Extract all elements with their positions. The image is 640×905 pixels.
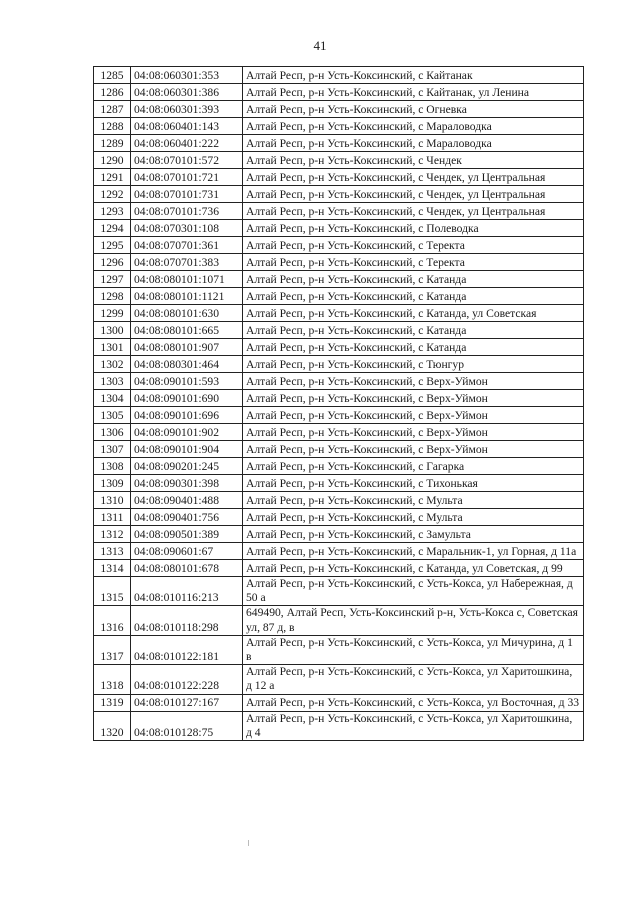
address: Алтай Респ, р-н Усть-Коксинский, с Катанда: [243, 339, 584, 356]
table-row: [94, 526, 584, 543]
cadastral-number: 04:08:070101:572: [131, 152, 243, 169]
row-number: 1310: [94, 492, 131, 509]
row-number: 1316: [94, 606, 131, 635]
row-number: 1312: [94, 526, 131, 543]
cadastral-number: 04:08:080101:630: [131, 305, 243, 322]
table-row: [94, 118, 584, 135]
address: Алтай Респ, р-н Усть-Коксинский, с Чендек, ул Центральная: [243, 203, 584, 220]
cadastral-number: 04:08:090301:398: [131, 475, 243, 492]
table-body: [94, 67, 584, 741]
row-number: 1292: [94, 186, 131, 203]
address: Алтай Респ, р-н Усть-Коксинский, с Катанда: [243, 271, 584, 288]
row-number: 1297: [94, 271, 131, 288]
cadastral-number: 04:08:070701:361: [131, 237, 243, 254]
row-number: 1298: [94, 288, 131, 305]
table-row: [94, 271, 584, 288]
address: Алтай Респ, р-н Усть-Коксинский, с Верх-Уймон: [243, 390, 584, 407]
address: Алтай Респ, р-н Усть-Коксинский, с Верх-Уймон: [243, 424, 584, 441]
cadastral-number: 04:08:070101:736: [131, 203, 243, 220]
cadastral-number: 04:08:080101:1121: [131, 288, 243, 305]
table-row: [94, 635, 584, 664]
row-number: 1288: [94, 118, 131, 135]
table-row: [94, 135, 584, 152]
row-number: 1303: [94, 373, 131, 390]
row-number: 1304: [94, 390, 131, 407]
address: Алтай Респ, р-н Усть-Коксинский, с Замульта: [243, 526, 584, 543]
address: Алтай Респ, р-н Усть-Коксинский, с Гагарка: [243, 458, 584, 475]
address: 649490, Алтай Респ, Усть-Коксинский р-н, Усть-Кокса с, Советская ул, 87 д, в: [243, 606, 584, 635]
table-row: [94, 560, 584, 577]
row-number: 1295: [94, 237, 131, 254]
cadastral-number: 04:08:080101:665: [131, 322, 243, 339]
address: Алтай Респ, р-н Усть-Коксинский, с Чендек, ул Центральная: [243, 186, 584, 203]
row-number: 1296: [94, 254, 131, 271]
cadastral-number: 04:08:090101:593: [131, 373, 243, 390]
cadastral-number: 04:08:090101:696: [131, 407, 243, 424]
table-row: [94, 237, 584, 254]
address: Алтай Респ, р-н Усть-Коксинский, с Катанда: [243, 322, 584, 339]
table-row: [94, 577, 584, 606]
table-row: [94, 220, 584, 237]
table-row: [94, 458, 584, 475]
table-row: [94, 288, 584, 305]
address: Алтай Респ, р-н Усть-Коксинский, с Мульта: [243, 492, 584, 509]
cadastral-number: 04:08:090401:756: [131, 509, 243, 526]
row-number: 1317: [94, 635, 131, 664]
table-row: [94, 322, 584, 339]
table-row: [94, 441, 584, 458]
row-number: 1299: [94, 305, 131, 322]
cadastral-number: 04:08:010128:75: [131, 711, 243, 740]
row-number: 1320: [94, 711, 131, 740]
table-row: [94, 373, 584, 390]
address: Алтай Респ, р-н Усть-Коксинский, с Кайтанак: [243, 67, 584, 84]
row-number: 1301: [94, 339, 131, 356]
cadastral-number: 04:08:080101:907: [131, 339, 243, 356]
cadastral-number: 04:08:090601:67: [131, 543, 243, 560]
row-number: 1300: [94, 322, 131, 339]
address: Алтай Респ, р-н Усть-Коксинский, с Усть-Кокса, ул Харитошкина, д 4: [243, 711, 584, 740]
row-number: 1286: [94, 84, 131, 101]
row-number: 1308: [94, 458, 131, 475]
cadastral-number: 04:08:010116:213: [131, 577, 243, 606]
cadastral-number: 04:08:060401:143: [131, 118, 243, 135]
cadastral-number: 04:08:070101:731: [131, 186, 243, 203]
table-row: [94, 711, 584, 740]
cadastral-number: 04:08:010118:298: [131, 606, 243, 635]
address: Алтай Респ, р-н Усть-Коксинский, с Усть-Кокса, ул Мичурина, д 1 в: [243, 635, 584, 664]
cadastral-number: 04:08:090201:245: [131, 458, 243, 475]
row-number: 1293: [94, 203, 131, 220]
cadastral-number: 04:08:070701:383: [131, 254, 243, 271]
address: Алтай Респ, р-н Усть-Коксинский, с Кайтанак, ул Ленина: [243, 84, 584, 101]
row-number: 1311: [94, 509, 131, 526]
cadastral-number: 04:08:090101:904: [131, 441, 243, 458]
row-number: 1315: [94, 577, 131, 606]
table-row: [94, 101, 584, 118]
cadastral-number: 04:08:080301:464: [131, 356, 243, 373]
address: Алтай Респ, р-н Усть-Коксинский, с Тихонькая: [243, 475, 584, 492]
cadastral-number: 04:08:060301:393: [131, 101, 243, 118]
table-row: [94, 665, 584, 694]
table-row: [94, 356, 584, 373]
row-number: 1287: [94, 101, 131, 118]
cadastral-number: 04:08:080101:1071: [131, 271, 243, 288]
address: Алтай Респ, р-н Усть-Коксинский, с Чендек: [243, 152, 584, 169]
table-row: [94, 305, 584, 322]
address: Алтай Респ, р-н Усть-Коксинский, с Теректа: [243, 254, 584, 271]
row-number: 1314: [94, 560, 131, 577]
cadastral-number: 04:08:070301:108: [131, 220, 243, 237]
cadastral-number: 04:08:060301:353: [131, 67, 243, 84]
address: Алтай Респ, р-н Усть-Коксинский, с Усть-Кокса, ул Харитошкина, д 12 а: [243, 665, 584, 694]
table-row: [94, 407, 584, 424]
table-row: [94, 67, 584, 84]
table-row: [94, 694, 584, 711]
address: Алтай Респ, р-н Усть-Коксинский, с Верх-Уймон: [243, 441, 584, 458]
address: Алтай Респ, р-н Усть-Коксинский, с Огневка: [243, 101, 584, 118]
table-row: [94, 186, 584, 203]
address: Алтай Респ, р-н Усть-Коксинский, с Катанда: [243, 288, 584, 305]
row-number: 1285: [94, 67, 131, 84]
address: Алтай Респ, р-н Усть-Коксинский, с Тюнгур: [243, 356, 584, 373]
table-row: [94, 606, 584, 635]
table-row: [94, 390, 584, 407]
address: Алтай Респ, р-н Усть-Коксинский, с Маральник-1, ул Горная, д 11а: [243, 543, 584, 560]
table-row: [94, 543, 584, 560]
address: Алтай Респ, р-н Усть-Коксинский, с Верх-Уймон: [243, 373, 584, 390]
row-number: 1290: [94, 152, 131, 169]
table-row: [94, 509, 584, 526]
cadastral-number: 04:08:010122:228: [131, 665, 243, 694]
table-row: [94, 84, 584, 101]
table-row: [94, 169, 584, 186]
cadastral-number: 04:08:090101:902: [131, 424, 243, 441]
table-row: [94, 152, 584, 169]
address: Алтай Респ, р-н Усть-Коксинский, с Мульта: [243, 509, 584, 526]
cadastral-number: 04:08:090501:389: [131, 526, 243, 543]
row-number: 1302: [94, 356, 131, 373]
page-number: 41: [313, 38, 327, 53]
address: Алтай Респ, р-н Усть-Коксинский, с Катанда, ул Советская, д 99: [243, 560, 584, 577]
property-registry-table: [93, 66, 584, 741]
address: Алтай Респ, р-н Усть-Коксинский, с Чендек, ул Центральная: [243, 169, 584, 186]
address: Алтай Респ, р-н Усть-Коксинский, с Катанда, ул Советская: [243, 305, 584, 322]
row-number: 1309: [94, 475, 131, 492]
cadastral-number: 04:08:080101:678: [131, 560, 243, 577]
address: Алтай Респ, р-н Усть-Коксинский, с Теректа: [243, 237, 584, 254]
address: Алтай Респ, р-н Усть-Коксинский, с Мараловодка: [243, 135, 584, 152]
cadastral-number: 04:08:060401:222: [131, 135, 243, 152]
address: Алтай Респ, р-н Усть-Коксинский, с Мараловодка: [243, 118, 584, 135]
cadastral-number: 04:08:070101:721: [131, 169, 243, 186]
row-number: 1306: [94, 424, 131, 441]
cadastral-number: 04:08:090401:488: [131, 492, 243, 509]
row-number: 1319: [94, 694, 131, 711]
cadastral-number: 04:08:010122:181: [131, 635, 243, 664]
address: Алтай Респ, р-н Усть-Коксинский, с Верх-Уймон: [243, 407, 584, 424]
table-row: [94, 339, 584, 356]
row-number: 1313: [94, 543, 131, 560]
row-number: 1291: [94, 169, 131, 186]
address: Алтай Респ, р-н Усть-Коксинский, с Полеводка: [243, 220, 584, 237]
cadastral-number: 04:08:010127:167: [131, 694, 243, 711]
row-number: 1307: [94, 441, 131, 458]
cadastral-number: 04:08:060301:386: [131, 84, 243, 101]
scan-mark: [248, 840, 249, 846]
table-row: [94, 492, 584, 509]
row-number: 1318: [94, 665, 131, 694]
address: Алтай Респ, р-н Усть-Коксинский, с Усть-Кокса, ул Восточная, д 33: [243, 694, 584, 711]
table-row: [94, 254, 584, 271]
row-number: 1289: [94, 135, 131, 152]
table-row: [94, 475, 584, 492]
table-row: [94, 424, 584, 441]
row-number: 1294: [94, 220, 131, 237]
row-number: 1305: [94, 407, 131, 424]
address: Алтай Респ, р-н Усть-Коксинский, с Усть-Кокса, ул Набережная, д 50 а: [243, 577, 584, 606]
cadastral-number: 04:08:090101:690: [131, 390, 243, 407]
table-row: [94, 203, 584, 220]
